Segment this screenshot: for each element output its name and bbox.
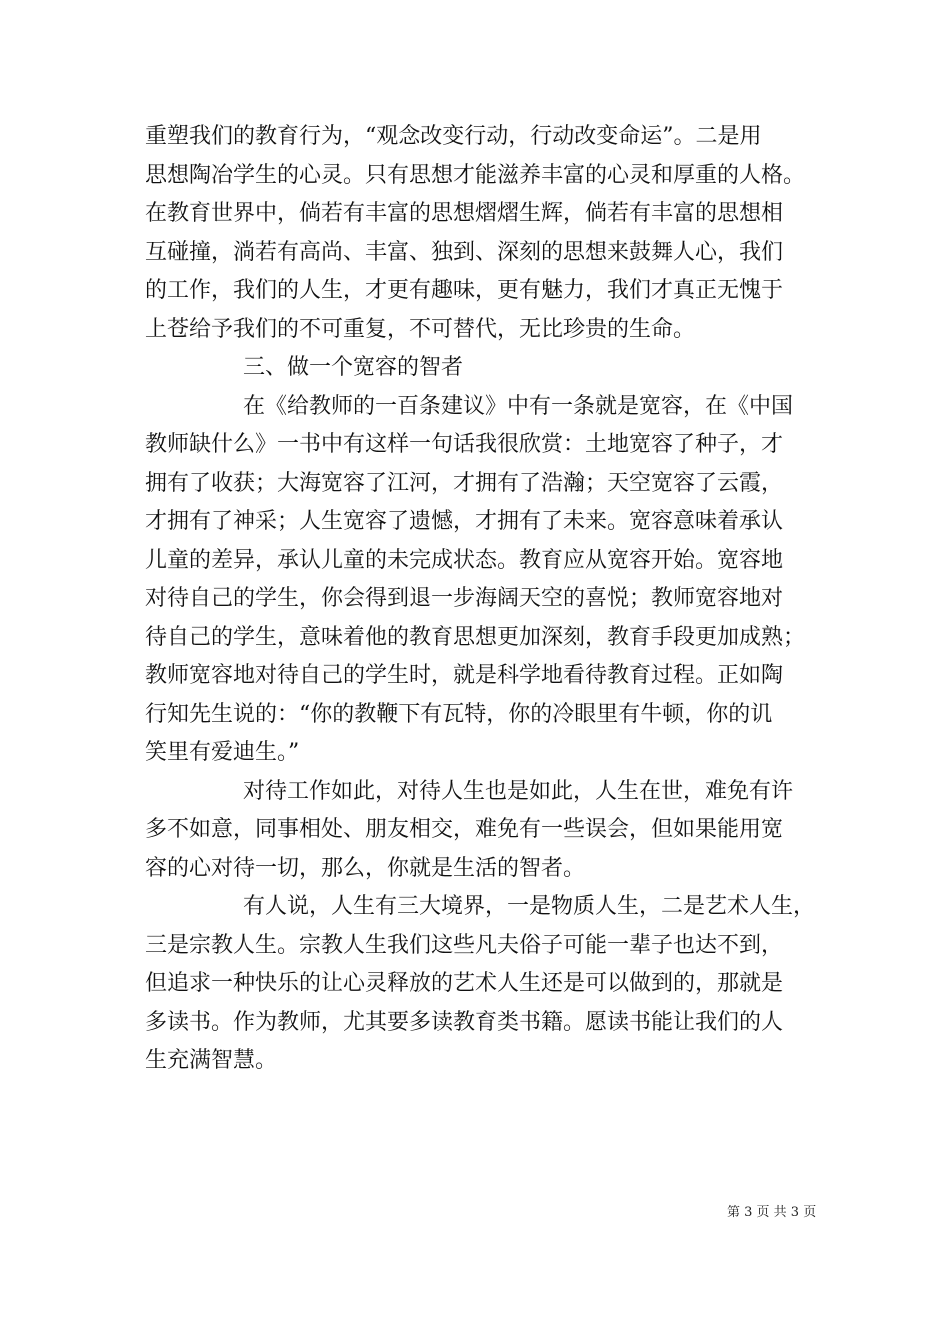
text-line: 教师宽容地对待自己的学生时，就是科学地看待教育过程。正如陶	[145, 663, 784, 688]
text-line: 有人说，人生有三大境界，一是物质人生，二是艺术人生，	[243, 894, 816, 919]
text-line: 在教育世界中，倘若有丰富的思想熠熠生辉，倘若有丰富的思想相	[145, 201, 784, 226]
text-line: 行知先生说的：“你的教鞭下有瓦特，你的冷眼里有牛顿，你的讥	[145, 701, 773, 727]
text-line: 但追求一种快乐的让心灵释放的艺术人生还是可以做到的，那就是	[145, 971, 784, 996]
text-line: 拥有了收获；大海宽容了江河，才拥有了浩瀚；天空宽容了云霞，	[145, 470, 784, 496]
text-line: 在《给教师的一百条建议》中有一条就是宽容，在《中国	[243, 393, 794, 419]
page-number: 第 3 页 共 3 页	[727, 1205, 817, 1220]
text-line: 笑里有爱迪生。”	[145, 740, 300, 765]
text-line: 多读书。作为教师，尤其要多读教育类书籍。愿读书能让我们的人	[145, 1009, 784, 1035]
section-heading: 三、做一个宽容的智者	[243, 355, 464, 380]
text-line: 儿童的差异，承认儿童的未完成状态。教育应从宽容开始。宽容地	[145, 547, 784, 573]
body-text	[145, 118, 825, 1081]
text-line: 思想陶冶学生的心灵。只有思想才能滋养丰富的心灵和厚重的人格。	[145, 162, 806, 188]
text-line: 生充满智慧。	[145, 1048, 278, 1073]
text-line: 对待工作如此，对待人生也是如此，人生在世，难免有许	[243, 778, 794, 804]
text-line: 的工作，我们的人生，才更有趣味，更有魅力，我们才真正无愧于	[145, 278, 784, 303]
text-line: 对待自己的学生，你会得到退一步海阔天空的喜悦；教师宽容地对	[145, 586, 784, 611]
text-line: 三是宗教人生。宗教人生我们这些凡夫俗子可能一辈子也达不到，	[145, 932, 784, 958]
text-line: 才拥有了神采；人生宽容了遗憾，才拥有了未来。宽容意味着承认	[145, 509, 784, 534]
text-line: 教师缺什么》一书中有这样一句话我很欣赏：土地宽容了种子，才	[145, 432, 784, 457]
text-line: 容的心对待一切，那么，你就是生活的智者。	[145, 855, 586, 881]
text-line: 待自己的学生，意味着他的教育思想更加深刻，教育手段更加成熟；	[145, 624, 806, 650]
text-line: 重塑我们的教育行为，“观念改变行动，行动改变命运”。二是用	[145, 124, 762, 149]
text-line: 互碰撞，淌若有高尚、丰富、独到、深刻的思想来鼓舞人心，我们	[145, 239, 784, 265]
text-line: 上苍给予我们的不可重复，不可替代，无比珍贵的生命。	[145, 316, 696, 342]
text-line: 多不如意，同事相处、朋友相交，难免有一些误会，但如果能用宽	[145, 817, 784, 842]
